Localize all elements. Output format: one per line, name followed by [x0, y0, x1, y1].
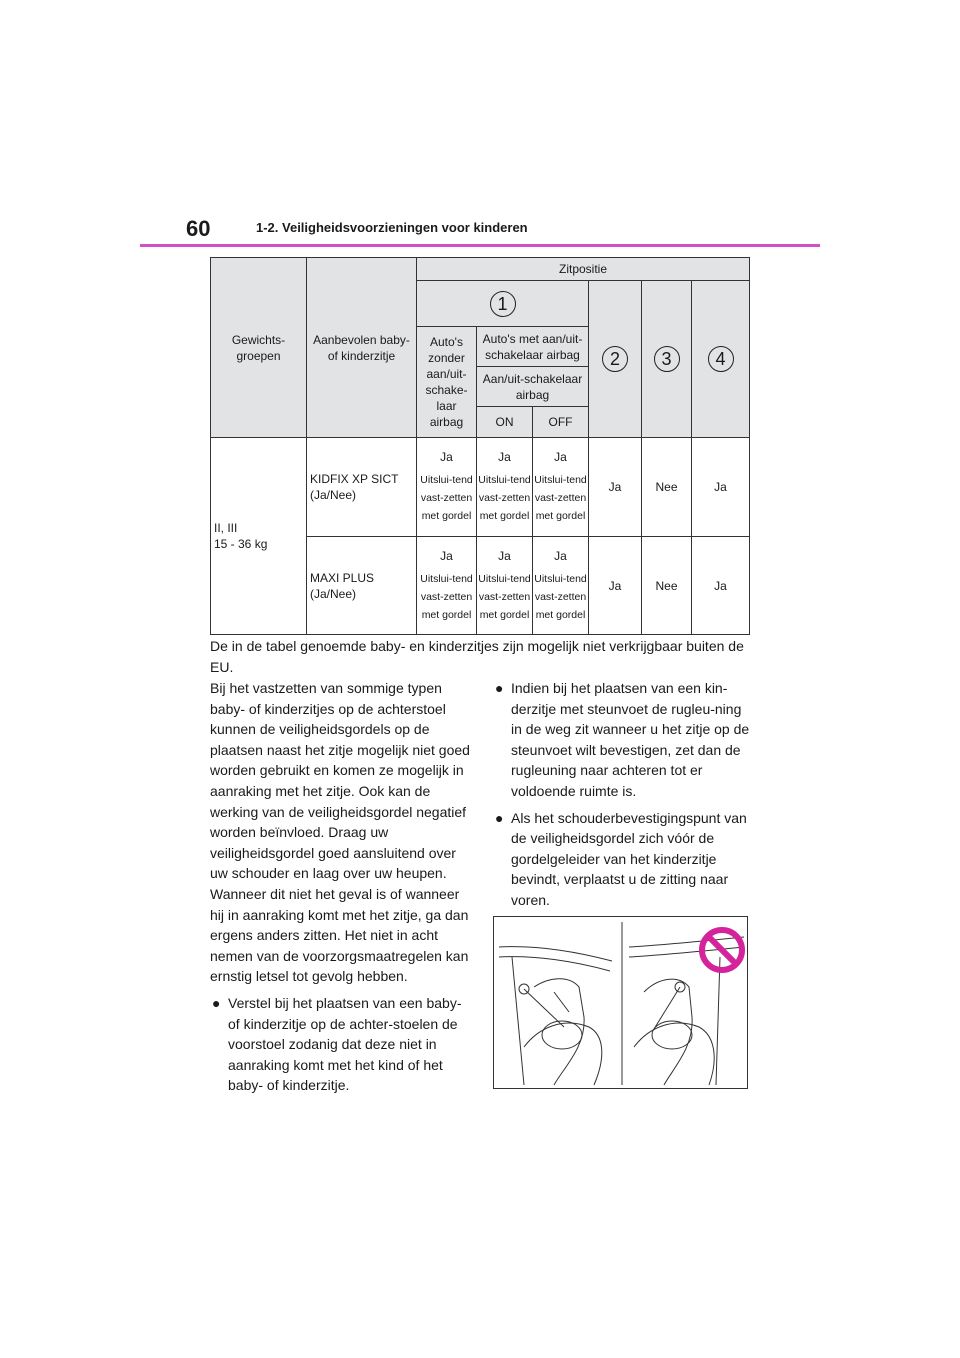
cell-value: Ja: [440, 548, 453, 563]
bullet-icon: ●: [495, 809, 504, 826]
table-cell: [533, 537, 589, 635]
weight-group-text: II, III 15 - 36 kg: [214, 521, 268, 551]
list-item: [210, 993, 472, 1096]
cell-value: Ja: [554, 450, 567, 464]
bullet-text: Indien bij het plaatsen van een kin-derzitje met steunvoet de rugleu-ning in de weg zit wanneer u het zitje op de steunvoet wilt bevestigen, zet dan de rugleuning naar achteren tot er voldoende ruimte is.: [511, 680, 750, 799]
position-2-circle: 2: [602, 346, 628, 372]
switch-header: Aan/uit-schakelaar airbag: [477, 367, 589, 407]
table-cell: Ja: [692, 438, 750, 537]
with-switch-header: Auto's met aan/uit-schakelaar airbag: [477, 327, 589, 367]
cell-value: Ja: [498, 450, 511, 464]
right-column: [493, 678, 755, 911]
cell-note: Uitslui-tend vast-zetten met gordel: [534, 572, 587, 621]
table-cell: [477, 537, 533, 635]
recommended-seat-header: Aanbevolen baby- of kinderzitje: [307, 258, 417, 438]
bullet-text: Als het schouderbevestigingspunt van de veiligheidsgordel zich vóór de gordelgeleider van het kinderzitje bevindt, verplaatst u de zitting naar voren.: [511, 809, 747, 908]
no-switch-header: Auto's zonder aan/uit-schake-laar airbag: [417, 327, 477, 438]
header-rule: [140, 244, 820, 247]
cell-value: Ja: [554, 548, 567, 563]
cell-note: Uitslui-tend vast-zetten met gordel: [534, 474, 587, 522]
table-cell: Nee: [642, 438, 692, 537]
position-3-circle: 3: [654, 346, 680, 372]
bullet-icon: ●: [495, 680, 504, 696]
seat-name-cell: KIDFIX XP SICT (Ja/Nee): [307, 438, 417, 537]
cell-note: Uitslui-tend vast-zetten met gordel: [420, 572, 473, 621]
bullet-text: Verstel bij het plaatsen van een baby- of kinderzitje op de achter-stoelen de voorstoel zodanig dat deze niet in aanraking komt met het kind of het baby- of kinderzitje.: [228, 994, 462, 1094]
table-cell: Nee: [642, 537, 692, 635]
table-cell: [533, 438, 589, 537]
cell-value: Ja: [498, 548, 511, 563]
weight-group-cell: [211, 438, 307, 635]
off-header: OFF: [533, 407, 589, 438]
seat-illustration: [493, 916, 748, 1089]
page-number: 60: [186, 216, 211, 241]
cell-note: Uitslui-tend vast-zetten met gordel: [478, 474, 531, 522]
seat-table: [210, 257, 750, 635]
child-seat-drawing: [494, 917, 748, 1089]
on-header: ON: [477, 407, 533, 438]
position-4-header: [692, 281, 750, 438]
cell-note: Uitslui-tend vast-zetten met gordel: [420, 474, 473, 522]
seatbelt-warning-paragraph: Bij het vastzetten van sommige typen baby- of kinderzitjes op de achterstoel kunnen de veiligheidsgordels op de plaatsen naast het zitje mogelijk niet goed worden gebruikt en komen ze mogelijk in aanraking met het zitje. Ook kan de werking van de veiligheidsgordel negatief worden beïnvloed. Draag uw veiligheidsgordel goed aansluitend over uw schouder en laag over uw heupen. Wanneer dit niet het geval is of wanneer hij in aanraking komt met het zitje, ga dan ergens anders zitten. Het niet in acht nemen van de voorzorgsmaatregelen kan ernstig letsel tot gevolg hebben.: [210, 680, 470, 985]
bullet-icon: ●: [212, 994, 221, 1011]
position-3-header: [642, 281, 692, 438]
table-cell: [477, 438, 533, 537]
cell-value: Ja: [440, 450, 453, 464]
position-4-circle: 4: [708, 346, 734, 372]
position-1-circle: 1: [490, 291, 516, 317]
list-item: [493, 808, 755, 911]
list-item: [493, 678, 755, 802]
seat-name-cell: MAXI PLUS (Ja/Nee): [307, 537, 417, 635]
table-cell: Ja: [589, 537, 642, 635]
cell-note: Uitslui-tend vast-zetten met gordel: [478, 572, 531, 621]
section-title: 1-2. Veiligheidsvoorzieningen voor kinderen: [256, 220, 528, 235]
table-cell: [417, 537, 477, 635]
table-cell: Ja: [589, 438, 642, 537]
position-2-header: [589, 281, 642, 438]
weight-group-header: Gewichts-groepen: [211, 258, 307, 438]
prohibition-icon: [702, 930, 742, 970]
position-1-header: [417, 281, 589, 327]
seat-position-header: Zitpositie: [417, 258, 750, 281]
table-cell: Ja: [692, 537, 750, 635]
left-column: [210, 678, 472, 1096]
availability-note: De in de tabel genoemde baby- en kinderzitjes zijn mogelijk niet verkrijgbaar buiten de EU.: [210, 638, 744, 675]
table-cell: [417, 438, 477, 537]
